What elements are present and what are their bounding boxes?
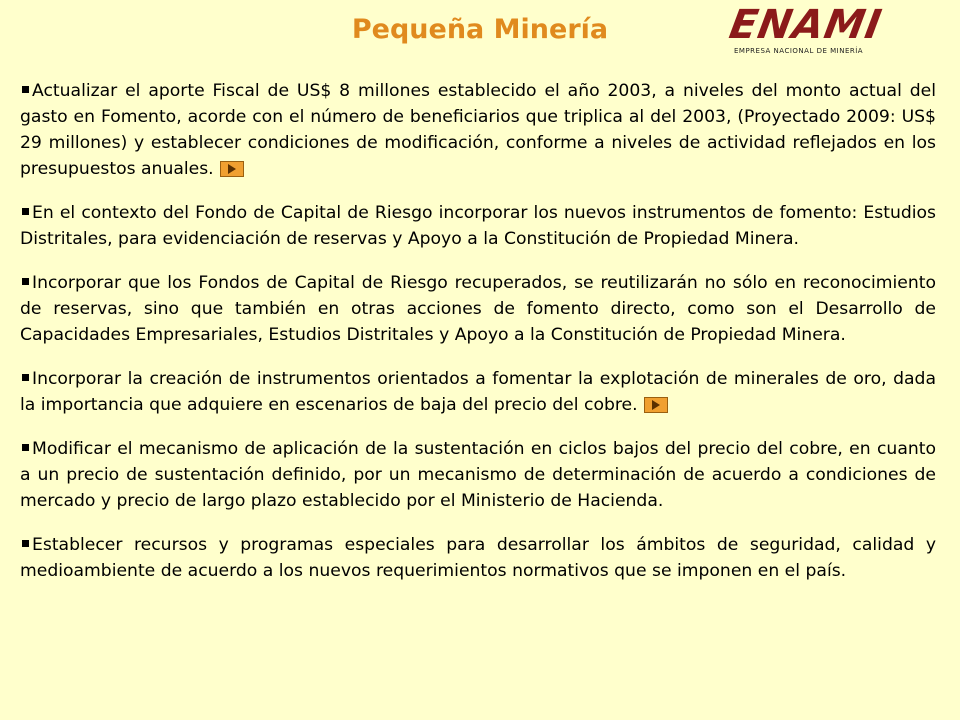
logo-wordmark: ENAMI: [725, 2, 886, 48]
list-item: [20, 366, 936, 418]
list-item: [20, 532, 936, 584]
item-text: Incorporar la creación de instrumentos orientados a fomentar la explotación de minerales de oro, dada la importancia que adquiere en escenarios de baja del precio del cobre.: [20, 369, 936, 415]
square-bullet-icon: [22, 540, 29, 547]
list-item: [20, 78, 936, 182]
item-text: Modificar el mecanismo de aplicación de la sustentación en ciclos bajos del precio del cobre, en cuanto a un precio de sustentación definido, por un mecanismo de determinación de acuerdo a condiciones de mercado y precio de largo plazo establecido por el Ministerio de Hacienda.: [20, 439, 936, 511]
bullet-list: [20, 78, 936, 602]
list-item: [20, 270, 936, 348]
play-arrow-icon[interactable]: [220, 161, 244, 177]
item-text: Incorporar que los Fondos de Capital de Riesgo recuperados, se reutilizarán no sólo en reconocimiento de reservas, sino que también en otras acciones de fomento directo, como son el Desarrollo de Capacidades Empresariales, Estudios Distritales y Apoyo a la Constitución de Propiedad Minera.: [20, 273, 936, 345]
list-item: [20, 200, 936, 252]
square-bullet-icon: [22, 208, 29, 215]
square-bullet-icon: [22, 86, 29, 93]
square-bullet-icon: [22, 278, 29, 285]
square-bullet-icon: [22, 444, 29, 451]
enami-logo: [725, 2, 940, 56]
item-text: Establecer recursos y programas especiales para desarrollar los ámbitos de seguridad, calidad y medioambiente de acuerdo a los nuevos requerimientos normativos que se imponen en el país.: [20, 535, 936, 581]
page-title: Pequeña Minería: [351, 14, 609, 45]
logo-subtitle: EMPRESA NACIONAL DE MINERÍA: [734, 47, 864, 55]
list-item: [20, 436, 936, 514]
item-text: En el contexto del Fondo de Capital de Riesgo incorporar los nuevos instrumentos de fomento: Estudios Distritales, para evidenciación de reservas y Apoyo a la Constitución de Propiedad Minera.: [20, 203, 936, 249]
item-text: Actualizar el aporte Fiscal de US$ 8 millones establecido el año 2003, a niveles del monto actual del gasto en Fomento, acorde con el número de beneficiarios que triplica al del 2003, (Proyectado 2009: US$ 29 millones) y establecer condiciones de modificación, conforme a niveles de actividad reflejados en los presupuestos anuales.: [20, 81, 936, 179]
square-bullet-icon: [22, 374, 29, 381]
play-arrow-icon[interactable]: [644, 397, 668, 413]
